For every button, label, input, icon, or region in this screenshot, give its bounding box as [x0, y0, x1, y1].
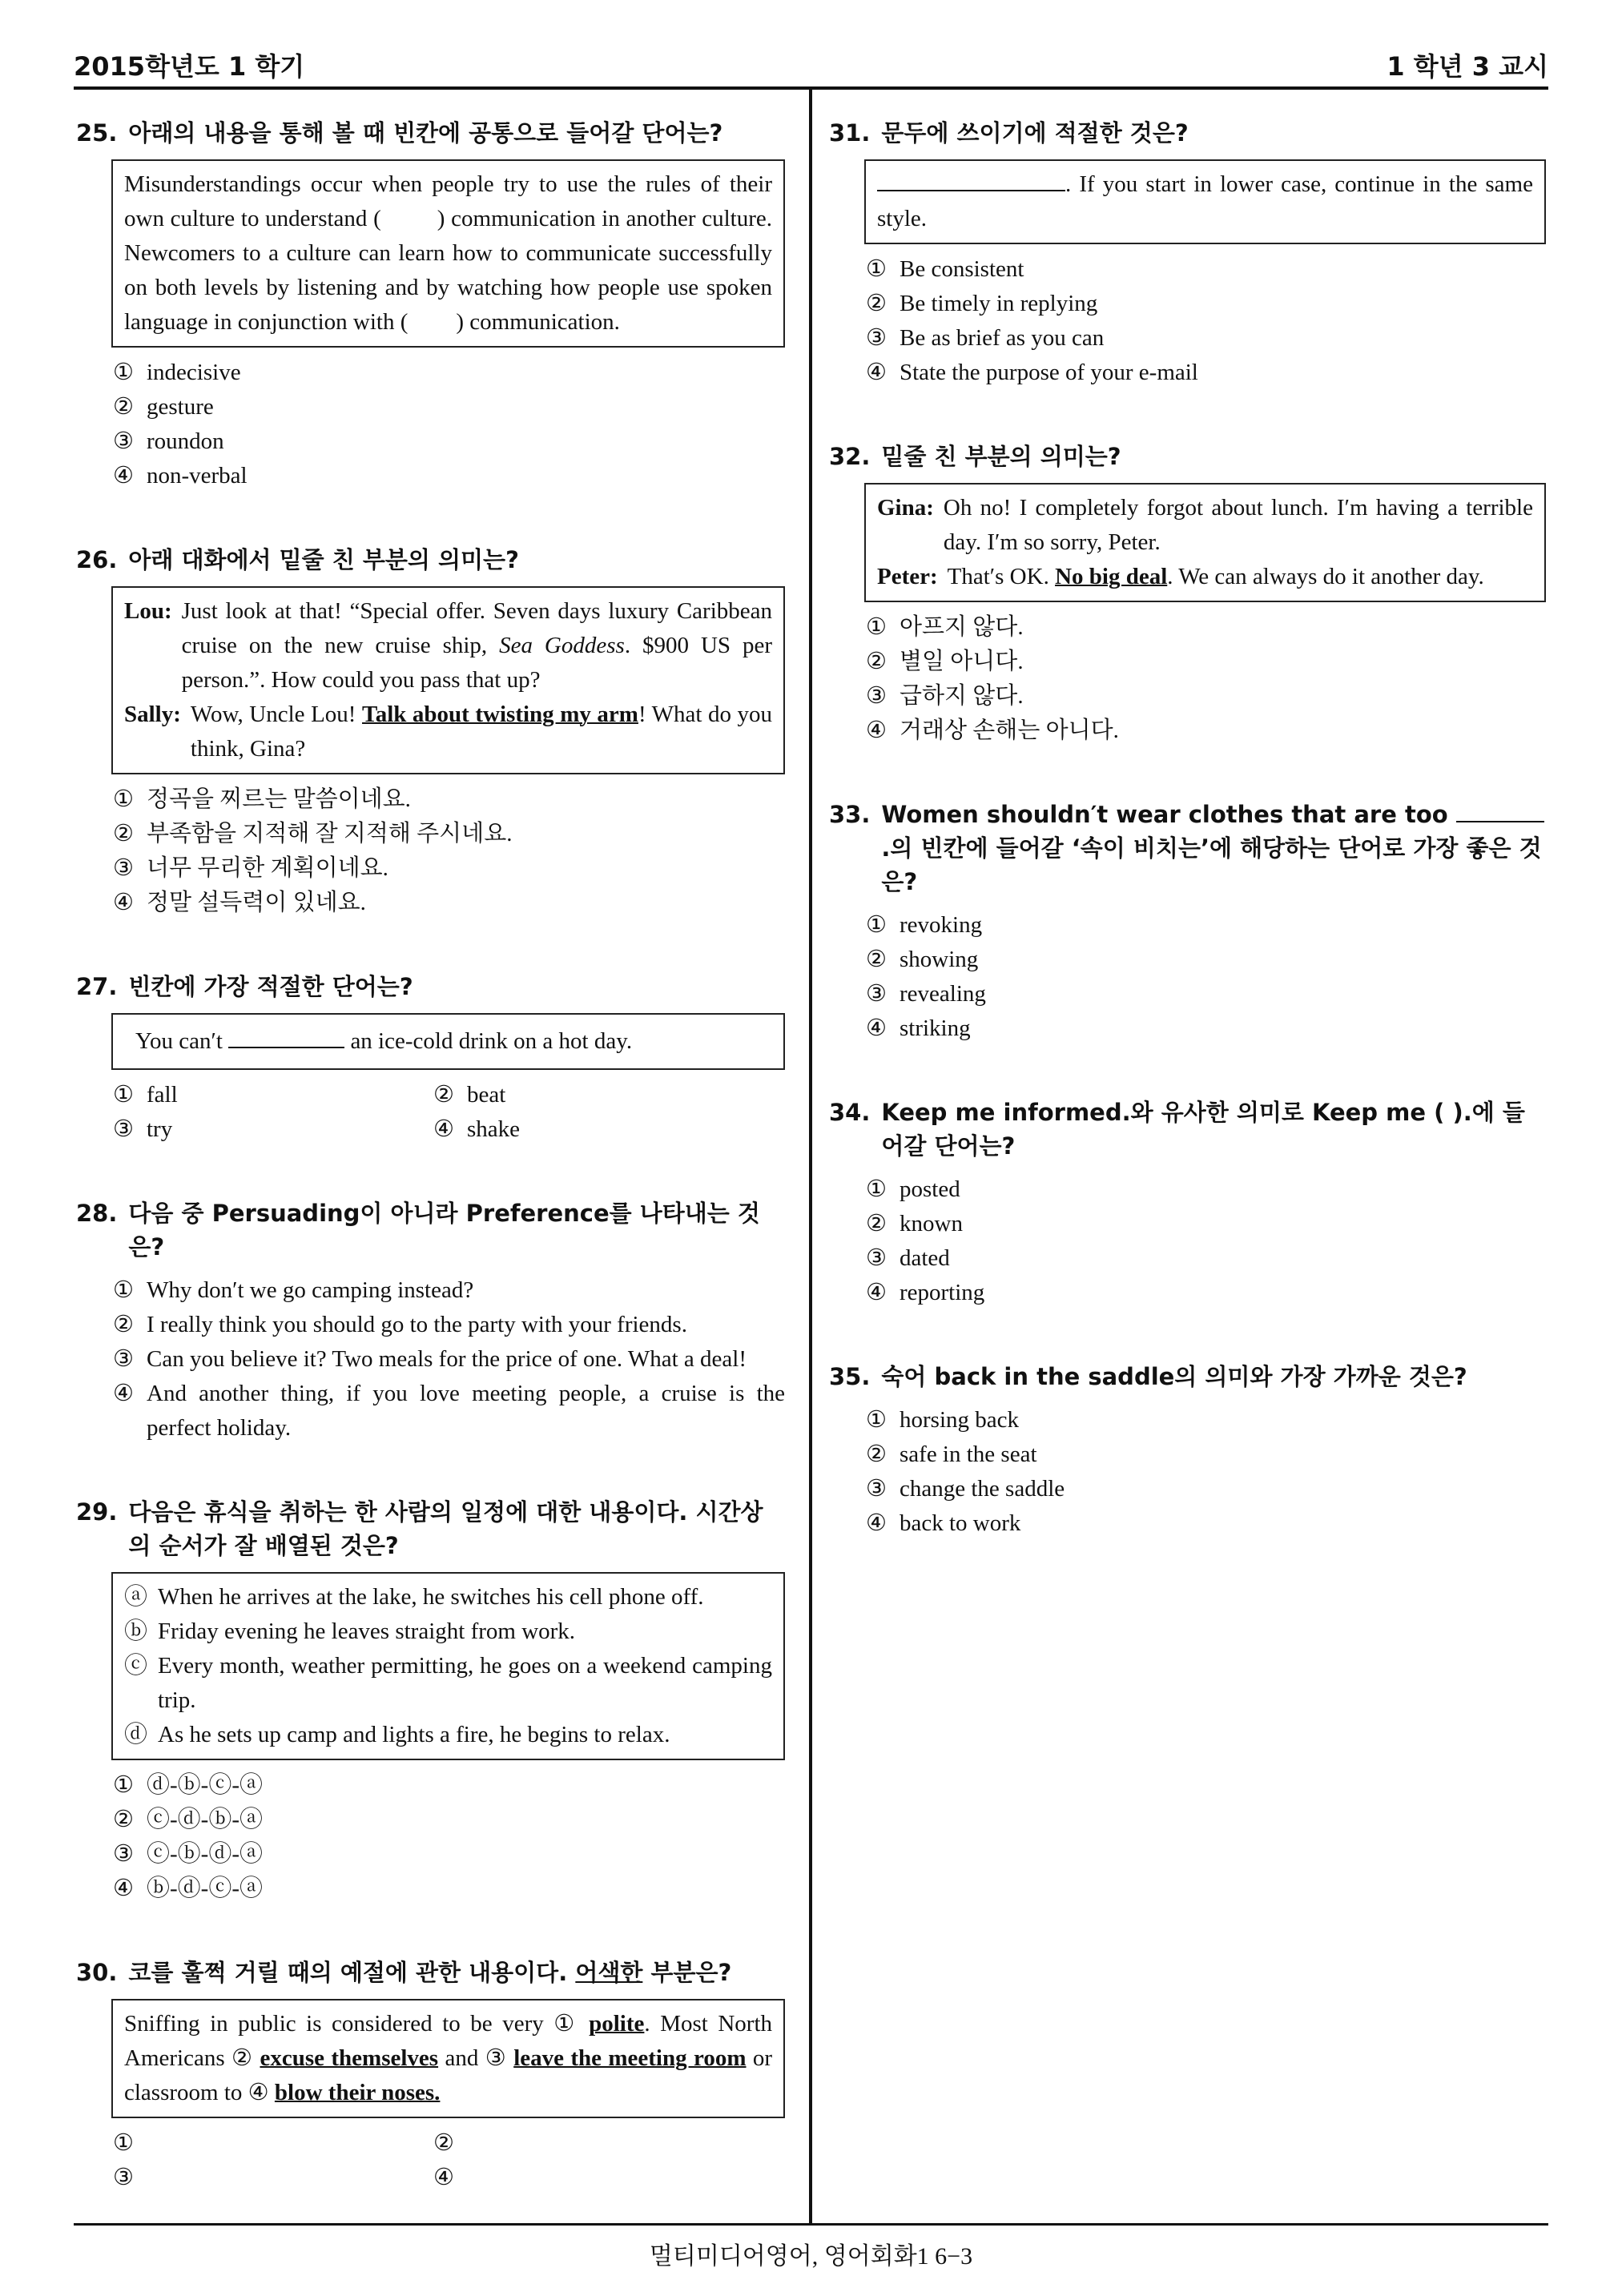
ship-name: Sea Goddess	[499, 633, 625, 658]
blank	[877, 167, 1065, 191]
answer-option-2[interactable]: ② 별일 아니다.	[866, 649, 1024, 674]
blank	[1456, 798, 1544, 822]
answer-options	[866, 252, 1546, 390]
question-prompt: 아래의 내용을 통해 볼 때 빈칸에 공통으로 들어갈 단어는?	[128, 119, 723, 147]
answer-option-3[interactable]: ③ change the saddle	[866, 1476, 1065, 1502]
answer-option-4[interactable]: ④ 거래상 손해는 아니다.	[866, 718, 1119, 743]
answer-options	[866, 610, 1546, 748]
answer-option-4[interactable]: ④ State the purpose of your e-mail	[866, 360, 1198, 385]
answer-option-3[interactable]: ③ revealing	[866, 981, 986, 1007]
question-27	[76, 970, 785, 1147]
question-prompt: Women shouldn′t wear clothes that are too .의 빈칸에 들어갈 ‘속이 비치는’에 해당하는 단어로 가장 좋은 것은?	[881, 798, 1546, 899]
question-prompt: 아래 대화에서 밑줄 친 부분의 의미는?	[128, 546, 519, 573]
answer-options	[113, 356, 785, 493]
question-prompt: 다음은 휴식을 취하는 한 사람의 일정에 대한 내용이다. 시간상의 순서가 잘 배열된 것은?	[128, 1498, 763, 1559]
answer-option-2[interactable]: ② 부족함을 지적해 잘 지적해 주시네요.	[113, 821, 513, 846]
answer-option-1[interactable]: ①	[113, 2130, 134, 2156]
answer-option-3[interactable]: ③	[113, 2165, 134, 2190]
sequence-box	[111, 1572, 785, 1760]
answer-option-1[interactable]: ① horsing back	[866, 1407, 1019, 1433]
answer-option-4[interactable]: ④ 정말 설득력이 있네요.	[113, 890, 366, 915]
question-number: 34.	[829, 1099, 871, 1126]
answer-option-3[interactable]: ③ ⓒ-ⓑ-ⓓ-ⓐ	[113, 1841, 263, 1867]
answer-option-4[interactable]: ④ back to work	[866, 1510, 1021, 1536]
answer-option-3[interactable]: ③ Can you believe it? Two meals for the price of one. What a deal!	[113, 1346, 747, 1372]
answer-option-2[interactable]: ② gesture	[113, 394, 214, 420]
dialogue-box: Gina: Oh no! I completely forgot about lunch. I′m having a terrible day. I′m so sorry, Peter. Peter: That′s OK. No big deal. We can always do it another day.	[864, 483, 1546, 602]
answer-option-1[interactable]: ① posted	[866, 1176, 960, 1202]
answer-options	[113, 1078, 785, 1147]
question-number: 32.	[829, 443, 871, 470]
question-number: 27.	[76, 973, 118, 1000]
question-31	[829, 116, 1546, 390]
exam-term-header: 2015학년도 1 학기	[74, 51, 305, 82]
dialogue-box: Lou: Just look at that! “Special offer. Seven days luxury Caribbean cruise on the new cruise ship, Sea Goddess. $900 US per person.”. How could you pass that up? Sally: Wow, Uncle Lou! Talk about twisting my arm! What do you think, Gina?	[111, 586, 785, 774]
answer-option-1[interactable]: ① revoking	[866, 912, 983, 938]
question-32	[829, 440, 1546, 748]
question-number: 26.	[76, 546, 118, 573]
question-30	[76, 1956, 785, 2195]
question-number: 25.	[76, 119, 118, 147]
answer-option-1[interactable]: ① Why don′t we go camping instead?	[113, 1277, 474, 1303]
question-number: 29.	[76, 1498, 118, 1526]
page-footer: 멀티미디어영어, 영어회화1 6−3	[649, 2243, 973, 2270]
underlined-phrase: Talk about twisting my arm	[362, 702, 638, 727]
answer-option-2[interactable]: ② safe in the seat	[866, 1442, 1037, 1467]
answer-options	[113, 2126, 785, 2195]
right-column	[829, 116, 1546, 1590]
speaker-label: Sally:	[124, 702, 181, 727]
sequence-item-a: ⓐ When he arrives at the lake, he switches his cell phone off.	[124, 1584, 704, 1610]
underlined-phrase-3: leave the meeting room	[513, 2045, 747, 2071]
answer-option-4[interactable]: ④	[433, 2165, 454, 2190]
passage-box: Sniffing in public is considered to be very ① polite. Most North Americans ② excuse themselves and ③ leave the meeting room or classroom to ④ blow their noses.	[111, 1999, 785, 2118]
answer-option-4[interactable]: ④ ⓑ-ⓓ-ⓒ-ⓐ	[113, 1876, 263, 1901]
underlined-phrase-4: blow their noses.	[274, 2080, 441, 2105]
question-26	[76, 543, 785, 920]
question-prompt: 밑줄 친 부분의 의미는?	[881, 443, 1121, 470]
question-prompt: 숙어 back in the saddle의 의미와 가장 가까운 것은?	[881, 1363, 1467, 1390]
answer-option-2[interactable]: ② Be timely in replying	[866, 291, 1098, 316]
sentence-box: You can′t an ice-cold drink on a hot day.	[111, 1013, 785, 1070]
answer-options	[113, 782, 785, 920]
question-28	[76, 1196, 785, 1446]
question-29	[76, 1495, 785, 1906]
question-number: 30.	[76, 1959, 118, 1986]
answer-option-3[interactable]: ③ 급하지 않다.	[866, 683, 1024, 709]
answer-option-4[interactable]: ④ shake	[433, 1116, 521, 1142]
speaker-label: Peter:	[877, 564, 938, 589]
sequence-item-d: ⓓ As he sets up camp and lights a fire, he begins to relax.	[124, 1722, 670, 1747]
sequence-item-c: ⓒ Every month, weather permitting, he goes on a weekend camping trip.	[124, 1653, 772, 1713]
question-34	[829, 1096, 1546, 1310]
footer-divider	[74, 2223, 1548, 2226]
answer-options	[866, 908, 1546, 1046]
answer-option-3[interactable]: ③ try	[113, 1116, 173, 1142]
answer-option-2[interactable]: ②	[433, 2130, 454, 2156]
speaker-label: Lou:	[124, 598, 172, 624]
answer-option-1[interactable]: ① 정곡을 찌르는 말씀이네요.	[113, 786, 411, 812]
answer-option-2[interactable]: ② beat	[433, 1082, 506, 1108]
answer-option-1[interactable]: ① ⓓ-ⓑ-ⓒ-ⓐ	[113, 1772, 263, 1798]
sequence-item-b: ⓑ Friday evening he leaves straight from work.	[124, 1618, 576, 1644]
class-period-header: 1 학년 3 교시	[1387, 51, 1548, 82]
question-25	[76, 116, 785, 493]
passage-text: ) communication in another culture. Newcomers to a culture can learn how to communicate successfully on both levels by listening and by watching how people use spoken language in conjunction with (	[124, 206, 773, 335]
answer-option-1[interactable]: ① Be consistent	[866, 256, 1024, 282]
question-35	[829, 1360, 1546, 1541]
passage-text: ) communication.	[456, 309, 620, 335]
question-prompt: 빈칸에 가장 적절한 단어는?	[128, 973, 413, 1000]
question-prompt: 코를 훌쩍 거릴 때의 예절에 관한 내용이다. 어색한 부분은?	[128, 1959, 732, 1986]
question-33	[829, 798, 1546, 1046]
answer-options	[113, 1273, 785, 1446]
answer-option-3[interactable]: ③ Be as brief as you can	[866, 325, 1105, 351]
underlined-phrase-2: excuse themselves	[260, 2045, 439, 2071]
answer-options	[866, 1403, 1546, 1541]
speaker-label: Gina:	[877, 495, 934, 521]
answer-option-4[interactable]: ④ non-verbal	[113, 463, 248, 489]
passage-text: Misunderstandings occur when people try to use the rules of their own culture to understand (	[124, 171, 772, 231]
answer-option-1[interactable]: ① fall	[113, 1082, 178, 1108]
column-divider	[809, 90, 812, 2223]
answer-option-1[interactable]: ① indecisive	[113, 360, 241, 385]
answer-option-2[interactable]: ② showing	[866, 947, 979, 972]
answer-option-2[interactable]: ② ⓒ-ⓓ-ⓑ-ⓐ	[113, 1807, 263, 1832]
question-number: 28.	[76, 1200, 118, 1227]
question-number: 35.	[829, 1363, 871, 1390]
blank	[228, 1024, 344, 1048]
underlined-phrase: No big deal	[1055, 564, 1168, 589]
emphasized-word: 어색한	[575, 1959, 643, 1986]
answer-option-4[interactable]: ④ And another thing, if you love meeting people, a cruise is the perfect holiday.	[113, 1381, 785, 1441]
question-prompt: 다음 중 Persuading이 아니라 Preference를 나타내는 것은?	[128, 1200, 760, 1261]
answer-option-4[interactable]: ④ reporting	[866, 1280, 985, 1305]
answer-option-3[interactable]: ③ dated	[866, 1245, 950, 1271]
answer-option-3[interactable]: ③ roundon	[113, 428, 224, 454]
question-prompt: 문두에 쓰이기에 적절한 것은?	[881, 119, 1189, 147]
sentence-box: . If you start in lower case, continue in the same style.	[864, 159, 1546, 244]
answer-option-1[interactable]: ① 아프지 않다.	[866, 614, 1024, 640]
answer-option-4[interactable]: ④ striking	[866, 1015, 971, 1041]
question-number: 31.	[829, 119, 871, 147]
answer-option-3[interactable]: ③ 너무 무리한 계획이네요.	[113, 855, 388, 881]
underlined-phrase-1: polite	[589, 2011, 645, 2037]
answer-option-2[interactable]: ② I really think you should go to the party with your friends.	[113, 1312, 687, 1337]
passage-box	[111, 159, 785, 348]
question-prompt: Keep me informed.와 유사한 의미로 Keep me ( ).에 들어갈 단어는?	[881, 1099, 1525, 1160]
answer-options	[113, 1768, 785, 1906]
answer-option-2[interactable]: ② known	[866, 1211, 963, 1236]
left-column	[76, 116, 785, 2245]
answer-options	[866, 1172, 1546, 1310]
question-number: 33.	[829, 801, 871, 828]
